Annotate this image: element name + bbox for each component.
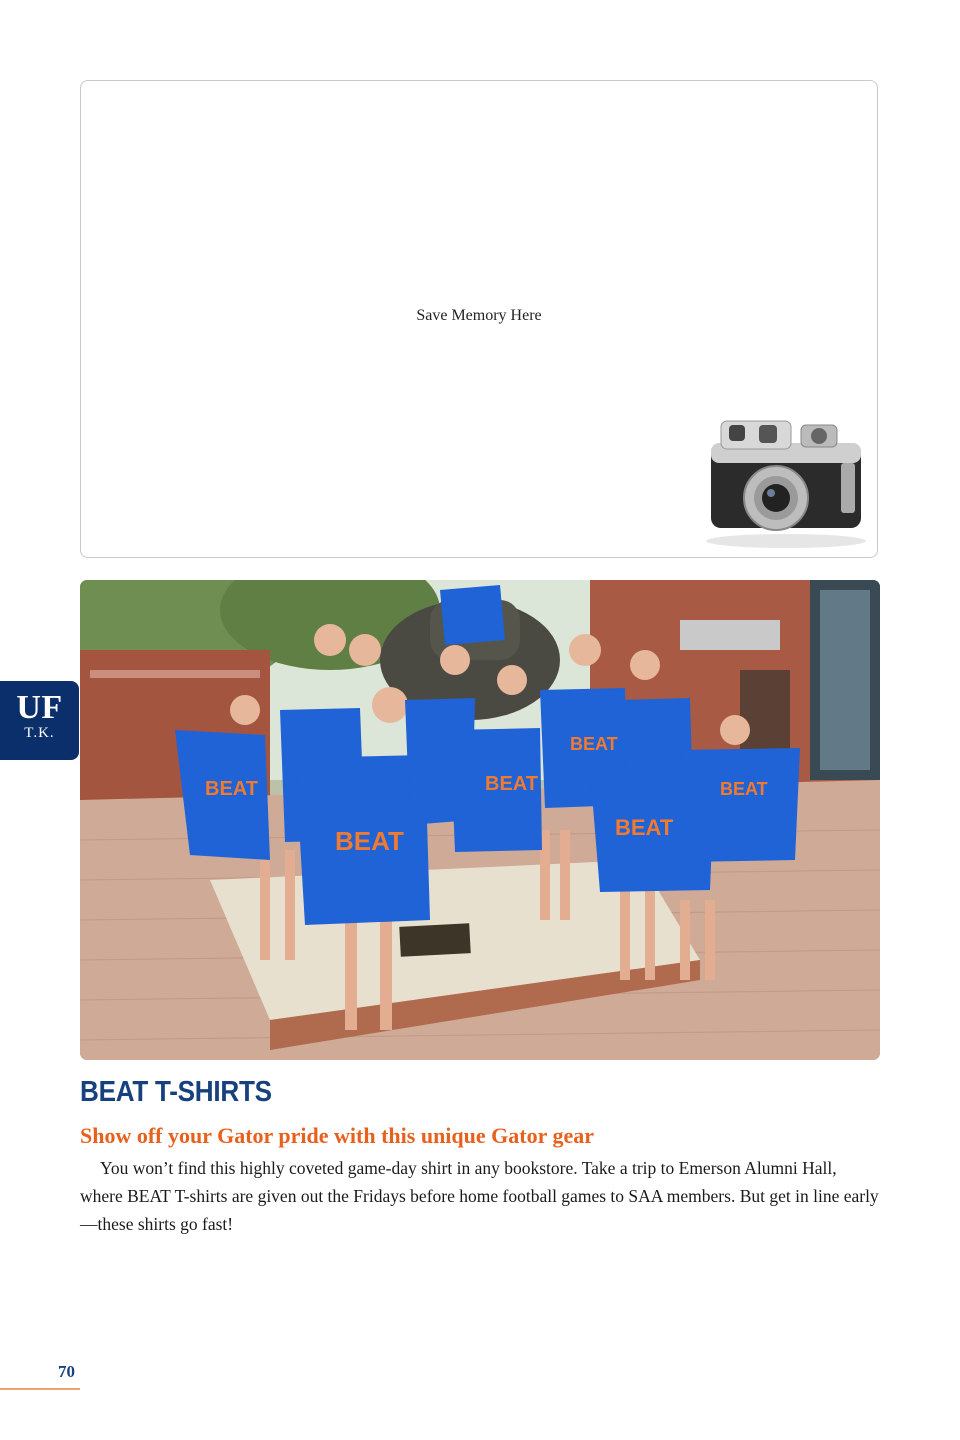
page-number: 70 [58,1362,75,1381]
memory-label: Save Memory Here [416,307,542,324]
svg-text:BEAT: BEAT [205,778,258,800]
page-rule [0,1388,80,1390]
svg-text:BEAT: BEAT [615,815,674,840]
article-subtitle: Show off your Gator pride with this unique Gator gear [80,1123,594,1148]
tab-logo-line1: UF [16,689,63,726]
tab-logo-line2: T.K. [24,725,55,741]
article-title: BEAT T-SHIRTS [80,1076,272,1108]
svg-text:BEAT: BEAT [485,773,538,795]
group-photo [80,580,880,1060]
section-tab [0,681,79,760]
article-body: You won’t find this highly coveted game-day shirt in any bookstore. Take a trip to Emerson Alumni Hall, where BEAT T-shirts are given out the Fridays before home football games to SAA members. But get in line early—these shirts go fast! [80,1158,879,1234]
svg-text:BEAT: BEAT [720,779,768,799]
camera-icon [691,403,871,553]
svg-text:BEAT: BEAT [570,734,618,754]
memory-box [80,80,878,558]
svg-text:BEAT: BEAT [335,826,404,856]
